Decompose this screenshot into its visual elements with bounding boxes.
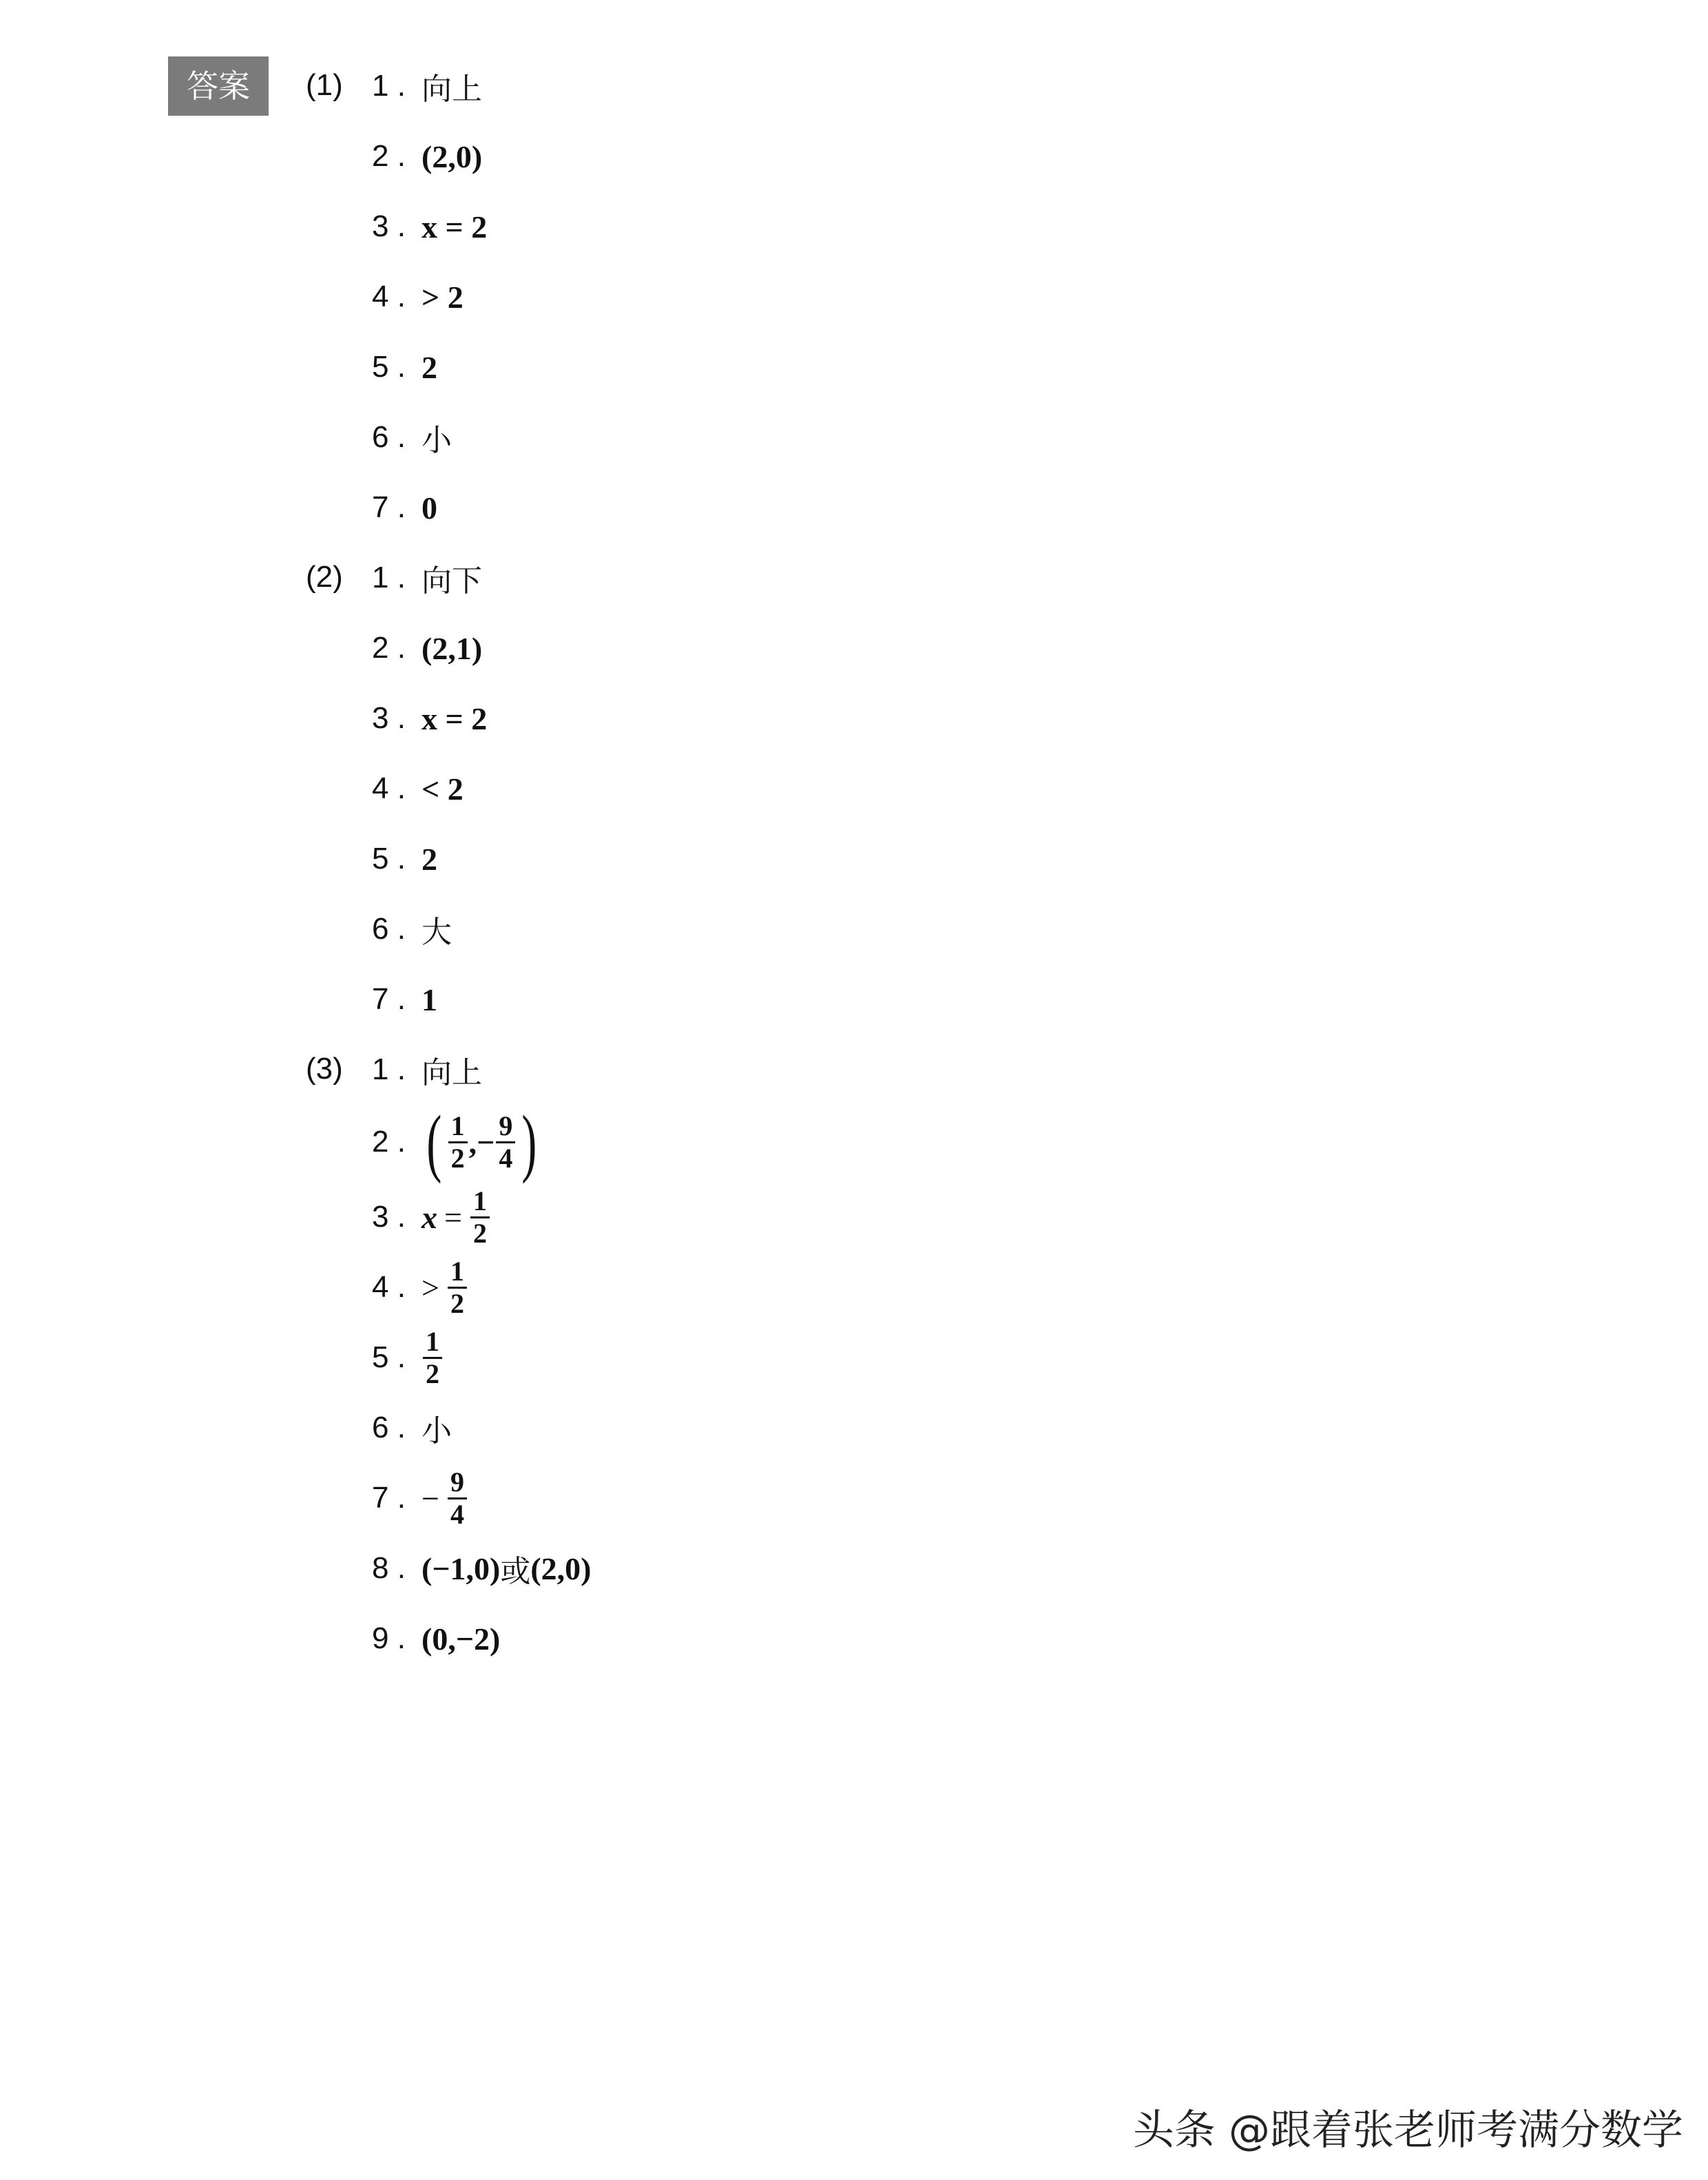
answer-item [372, 751, 464, 827]
answer-item [372, 681, 487, 756]
numerator: 1 [470, 1186, 490, 1218]
answer-math: 2 [421, 349, 437, 385]
item-number: 2 . [372, 631, 406, 665]
open-paren: ( [426, 1100, 442, 1184]
answer-item [372, 399, 452, 475]
item-number: 5 . [372, 350, 406, 384]
answer-math: (2,0) [421, 138, 483, 174]
answer-item [372, 1032, 482, 1108]
answer-item [372, 1601, 500, 1676]
numerator: 1 [423, 1327, 442, 1359]
point: (2,0) [530, 1550, 592, 1586]
item-number: 3 . [372, 701, 406, 735]
answer-math [421, 1100, 542, 1184]
answer-math [421, 1256, 468, 1319]
item-number: 4 . [372, 1270, 406, 1304]
answer-item [372, 329, 437, 405]
answer-math: 1 [421, 982, 437, 1017]
denominator: 2 [450, 1142, 465, 1174]
answer-math [421, 1467, 468, 1530]
answer-math: 0 [421, 490, 437, 526]
denominator: 2 [450, 1287, 464, 1319]
answer-math: < 2 [421, 771, 464, 807]
fraction [448, 1256, 467, 1319]
answer-math: x = 2 [421, 700, 488, 736]
section-label-1: (1) [306, 68, 343, 102]
answer-text: 向上 [421, 1055, 482, 1090]
item-number: 5 . [372, 1340, 406, 1374]
answer-item [372, 1530, 592, 1606]
numerator: 1 [448, 1111, 468, 1143]
answer-item [372, 1320, 444, 1395]
item-number: 4 . [372, 280, 406, 313]
item-number: 2 . [372, 139, 406, 173]
section-label-3: (3) [306, 1052, 343, 1086]
answer-math: > 2 [421, 279, 464, 315]
section-label-2: (2) [306, 560, 343, 594]
numerator: 9 [448, 1467, 467, 1499]
answer-item [372, 189, 487, 264]
item-number: 8 . [372, 1551, 406, 1585]
answer-math: (0,−2) [421, 1621, 501, 1657]
answer-math: x = 2 [421, 209, 488, 245]
answer-item [372, 48, 482, 124]
numerator: 9 [496, 1111, 515, 1143]
fraction [448, 1111, 468, 1174]
answer-item [372, 1179, 491, 1255]
answer-item [372, 610, 482, 686]
answer-item [372, 821, 437, 897]
variable: x [421, 1199, 437, 1235]
item-number: 7 . [372, 490, 406, 524]
answer-item [372, 118, 482, 194]
operator: = [444, 1199, 462, 1235]
item-number: 9 . [372, 1621, 406, 1655]
item-number: 6 . [372, 912, 406, 946]
answer-badge: 答案 [168, 56, 269, 116]
item-number: 6 . [372, 420, 406, 454]
fraction [496, 1111, 515, 1174]
answer-item [372, 1390, 452, 1466]
item-number: 3 . [372, 1200, 406, 1234]
fraction [423, 1327, 442, 1389]
answer-item [372, 470, 437, 546]
answer-math [421, 1546, 592, 1590]
answer-item [372, 1249, 468, 1325]
point: (−1,0) [421, 1550, 501, 1586]
numerator: 1 [448, 1256, 467, 1289]
answer-math [421, 1186, 491, 1249]
item-number: 7 . [372, 1481, 406, 1515]
denominator: 4 [499, 1142, 513, 1174]
answer-text: 小 [421, 1413, 452, 1449]
item-number: 1 . [372, 1052, 406, 1086]
item-number: 5 . [372, 842, 406, 875]
item-number: 7 . [372, 982, 406, 1016]
answer-item [372, 259, 464, 335]
answer-item [372, 1460, 468, 1536]
item-number: 3 . [372, 209, 406, 243]
item-number: 4 . [372, 771, 406, 805]
operator: > [421, 1269, 439, 1305]
item-number: 2 . [372, 1125, 406, 1159]
answer-text: 大 [421, 915, 452, 950]
answer-text: 向上 [421, 72, 482, 107]
item-number: 1 . [372, 69, 406, 103]
denominator: 2 [426, 1358, 439, 1389]
denominator: 4 [450, 1498, 464, 1530]
fraction [448, 1467, 467, 1530]
answer-math: 2 [421, 841, 437, 877]
item-number: 6 . [372, 1411, 406, 1444]
conjunction: 或 [500, 1554, 531, 1589]
answer-math: (2,1) [421, 630, 483, 666]
denominator: 2 [472, 1217, 487, 1249]
item-number: 1 . [372, 561, 406, 594]
answer-text: 小 [421, 423, 452, 458]
separator: ,− [468, 1124, 495, 1160]
close-paren: ) [521, 1100, 537, 1184]
fraction [470, 1186, 490, 1249]
answer-math [421, 1327, 444, 1389]
footer-watermark: 头条 @跟着张老师考满分数学 [1132, 2106, 1683, 2155]
operator: − [421, 1480, 439, 1516]
answer-text: 向下 [421, 563, 482, 599]
answer-item [372, 1100, 542, 1184]
answer-item [372, 540, 482, 616]
answer-item [372, 962, 437, 1037]
answer-item [372, 891, 452, 967]
